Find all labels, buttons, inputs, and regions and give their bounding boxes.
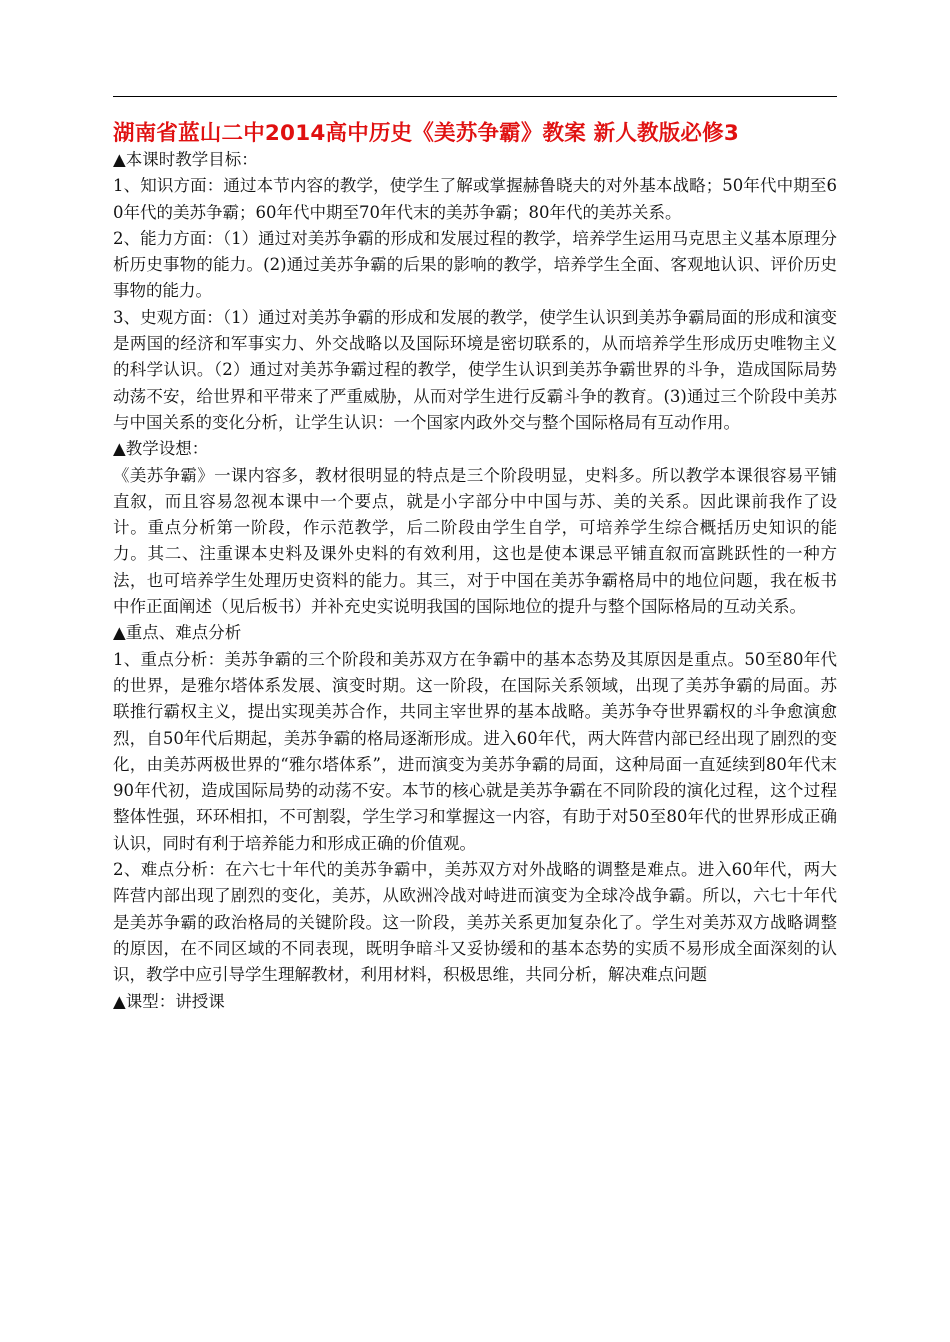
key-points-focus: 1、重点分析：美苏争霸的三个阶段和美苏双方在争霸中的基本态势及其原因是重点。50至80年代的世界，是雅尔塔体系发展、演变时期。这一阶段，在国际关系领域，出现了美苏争霸的局面。苏联推行霸权主义，提出实现美苏合作，共同主宰世界的基本战略。美苏争夺世界霸权的斗争愈演愈烈，自50年代后期起，美苏争霸的格局逐渐形成。进入60年代，两大阵营内部已经出现了剧烈的变化，由美苏两极世界的“雅尔塔体系”，进而演变为美苏争霸的局面，这种局面一直延续到80年代末90年代初，造成国际局势的动荡不安。本节的核心就是美苏争霸在不同阶段的演化过程，这个过程整体性强，环环相扣，不可割裂，学生学习和掌握这一内容，有助于对50至80年代的世界形成正确认识，同时有利于培养能力和形成正确的价值观。: [113, 649, 837, 853]
key-points-heading: ▲重点、难点分析: [113, 623, 242, 643]
objectives-historical-view: 3、史观方面：（1）通过对美苏争霸的形成和发展的教学，使学生认识到美苏争霸局面的形成和演变是两国的经济和军事实力、外交战略以及国际环境是密切联系的，从而培养学生形成历史唯物主义的科学认识。（2）通过对美苏争霸过程的教学，使学生认识到美苏争霸世界的斗争，造成国际局势动荡不安，给世界和平带来了严重威胁，从而对学生进行反霸斗争的教育。(3)通过三个阶段中美苏与中国关系的变化分析，让学生认识：一个国家内政外交与整个国际格局有互动作用。: [113, 307, 837, 432]
header-rule: [113, 96, 837, 97]
design-heading: ▲教学设想：: [113, 439, 209, 459]
objectives-knowledge: 1、知识方面：通过本节内容的教学，使学生了解或掌握赫鲁晓夫的对外基本战略；50年代中期至60年代的美苏争霸；60年代中期至70年代末的美苏争霸；80年代的美苏关系。: [113, 176, 837, 222]
key-points-difficulty: 2、难点分析：在六七十年代的美苏争霸中，美苏双方对外战略的调整是难点。进入60年代，两大阵营内部出现了剧烈的变化，美苏，从欧洲冷战对峙进而演变为全球冷战争霸。所以，六七十年代是美苏争霸的政治格局的关键阶段。这一阶段，美苏关系更加复杂化了。学生对美苏双方战略调整的原因，在不同区域的不同表现，既明争暗斗又妥协缓和的基本态势的实质不易形成全面深刻的认识，教学中应引导学生理解教材，利用材料，积极思维，共同分析，解决难点问题: [113, 860, 837, 985]
objectives-heading: ▲本课时教学目标：: [113, 150, 258, 169]
design-body: 《美苏争霸》一课内容多，教材很明显的特点是三个阶段明显，史料多。所以教学本课很容易平铺直叙，而且容易忽视本课中一个要点，就是小字部分中中国与苏、美的关系。因此课前我作了设计。重点分析第一阶段，作示范教学，后二阶段由学生自学，可培养学生综合概括历史知识的能力。其二、注重课本史料及课外史料的有效利用，这也是使本课忌平铺直叙而富跳跃性的一种方法，也可培养学生处理历史资料的能力。其三，对于中国在美苏争霸格局中的地位问题，我在板书中作正面阐述（见后板书）并补充史实说明我国的国际地位的提升与整个国际格局的互动关系。: [113, 465, 837, 617]
document-page: [113, 96, 837, 1015]
lesson-type-heading: ▲课型：讲授课: [113, 991, 225, 1011]
objectives-ability: 2、能力方面：（1）通过对美苏争霸的形成和发展过程的教学，培养学生运用马克思主义基本原理分析历史事物的能力。(2)通过美苏争霸的后果的影响的教学，培养学生全面、客观地认识、评价历史事物的能力。: [113, 228, 837, 301]
document-title: 湖南省蓝山二中2014高中历史《美苏争霸》教案 新人教版必修3: [113, 121, 739, 146]
